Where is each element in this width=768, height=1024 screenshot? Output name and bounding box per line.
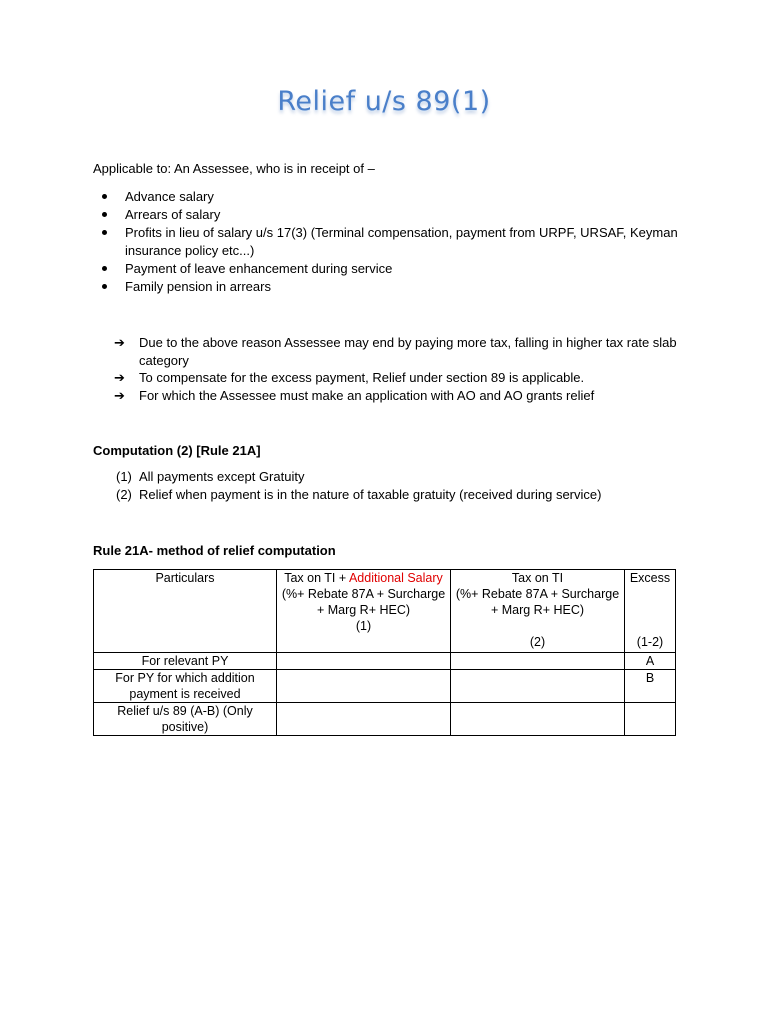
additional-salary-highlight: Additional Salary	[348, 571, 443, 585]
table-row	[94, 703, 676, 736]
row-excess: B	[625, 670, 676, 703]
row-label: Relief u/s 89 (A-B) (Only positive)	[94, 703, 277, 736]
reason-list	[114, 334, 684, 404]
list-item: Profits in lieu of salary u/s 17(3) (Terminal compensation, payment from URPF, URSAF, Keyman insurance policy etc...)	[93, 224, 683, 260]
table-row	[94, 653, 676, 670]
computation-list	[116, 468, 676, 504]
header-col2: Tax on TI (%+ Rebate 87A + Surcharge + Marg R+ HEC) (2)	[451, 570, 625, 653]
intro-text: Applicable to: An Assessee, who is in receipt of –	[93, 161, 375, 176]
applicability-list	[93, 188, 683, 296]
header-col1: Tax on TI + Additional Salary (%+ Rebate 87A + Surcharge + Marg R+ HEC) (1)	[277, 570, 451, 653]
table-header-row	[94, 570, 676, 653]
arrow-right-icon: ➔	[114, 387, 125, 403]
row-excess: A	[625, 653, 676, 670]
list-item: ➔ Due to the above reason Assessee may end by paying more tax, falling in higher tax rate slab category	[114, 335, 677, 368]
bullet-icon	[102, 194, 107, 199]
arrow-right-icon: ➔	[114, 370, 125, 385]
cell-empty	[451, 703, 625, 736]
cell-empty	[277, 653, 451, 670]
cell-empty	[277, 703, 451, 736]
list-item: Advance salary	[93, 188, 683, 206]
row-label: For relevant PY	[94, 653, 277, 670]
page-title: Relief u/s 89(1)	[277, 86, 491, 117]
header-particulars: Particulars	[94, 570, 277, 653]
row-excess	[625, 703, 676, 736]
list-item: Family pension in arrears	[93, 278, 683, 296]
list-item: (1) All payments except Gratuity	[116, 469, 305, 484]
list-item: (2) Relief when payment is in the nature of taxable gratuity (received during service)	[116, 487, 602, 502]
list-item: Arrears of salary	[93, 206, 683, 224]
header-excess: Excess (1-2)	[625, 570, 676, 653]
list-item: ➔ To compensate for the excess payment, Relief under section 89 is applicable.	[114, 370, 585, 385]
computation-heading: Computation (2) [Rule 21A]	[93, 443, 261, 458]
list-item: Payment of leave enhancement during service	[93, 260, 683, 278]
bullet-icon	[102, 212, 107, 217]
bullet-icon	[102, 230, 107, 235]
list-item: ➔ For which the Assessee must make an application with AO and AO grants relief	[114, 387, 595, 403]
cell-empty	[277, 670, 451, 703]
rule-heading: Rule 21A- method of relief computation	[93, 543, 336, 558]
cell-empty	[451, 653, 625, 670]
bullet-icon	[102, 284, 107, 289]
relief-table	[93, 569, 676, 736]
arrow-right-icon: ➔	[114, 335, 125, 350]
cell-empty	[451, 670, 625, 703]
row-label: For PY for which addition payment is received	[94, 670, 277, 703]
table-row	[94, 670, 676, 703]
bullet-icon	[102, 266, 107, 271]
